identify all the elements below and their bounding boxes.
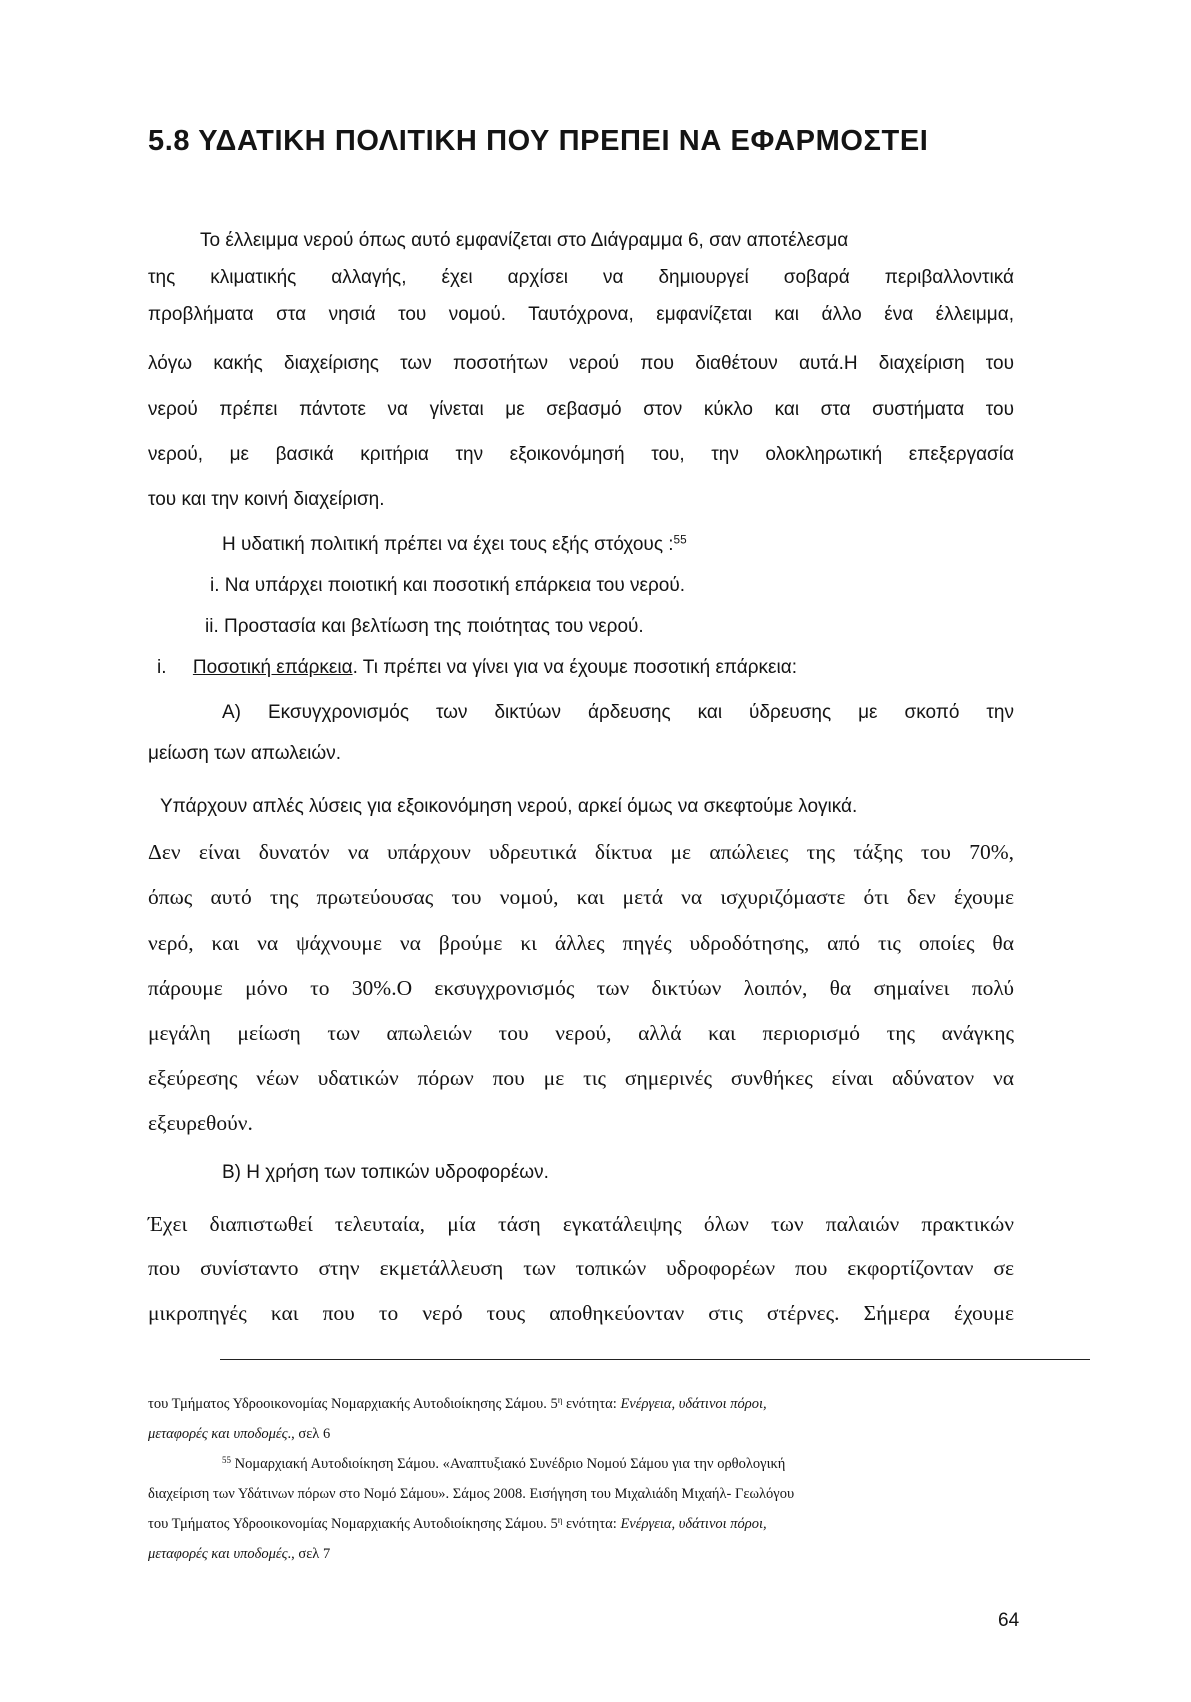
paragraph-line: εξευρεθούν.	[148, 1111, 253, 1135]
paragraph-line: του και την κοινή διαχείριση.	[148, 489, 385, 510]
footnote-text: ενότητα:	[562, 1516, 621, 1532]
point-a-line: μείωση των απωλειών.	[148, 743, 341, 764]
paragraph-line: όπως αυτό της πρωτεύουσας του νομού, και μετά να ισχυριζόμαστε ότι δεν έχουμε	[148, 885, 1014, 909]
footnote-55-line	[148, 1546, 330, 1563]
section-i-title: Ποσοτική επάρκεια	[192, 657, 353, 678]
paragraph-line: Δεν είναι δυνατόν να υπάρχουν υδρευτικά δίκτυα με απώλειες της τάξης του 70%,	[148, 840, 1014, 864]
footnote-text: Νομαρχιακή Αυτοδιοίκηση Σάμου. «Αναπτυξιακό Συνέδριο Νομού Σάμου για την ορθολογική	[230, 1456, 786, 1472]
footnote-text: του Τμήματος Υδροοικονομίας Νομαρχιακής Αυτοδιοίκησης Σάμου. 5	[148, 1516, 558, 1532]
goal-item	[210, 575, 685, 597]
paragraph-line: εξεύρεσης νέων υδατικών πόρων που με τις σημερινές συνθήκες είναι αδύνατον να	[148, 1066, 1014, 1090]
point-a-line: Α) Εκσυγχρονισμός των δικτύων άρδευσης και ύδρευσης με σκοπό την	[222, 702, 1014, 723]
paragraph-line: Το έλλειμμα νερού όπως αυτό εμφανίζεται στο Διάγραμμα 6, σαν αποτέλεσμα	[200, 230, 849, 251]
footnote-ref-55: 55	[673, 533, 687, 547]
paragraph-line: νερού, με βασικά κριτήρια την εξοικονόμησή του, την ολοκληρωτική επεξεργασία	[148, 444, 1014, 465]
section-i-text: . Τι πρέπει να γίνει για να έχουμε ποσοτική επάρκεια:	[352, 657, 798, 678]
footnote-number: 55	[222, 1455, 231, 1466]
paragraph-line: μεγάλη μείωση των απωλειών του νερού, αλλά και περιορισμό της ανάγκης	[148, 1021, 1014, 1045]
section-i-line	[157, 657, 797, 679]
footnote-italic: Ενέργεια, υδάτινοι πόροι,	[620, 1516, 767, 1532]
paragraph-line: λόγω κακής διαχείρισης των ποσοτήτων νερού που διαθέτουν αυτά.Η διαχείριση του	[148, 353, 1014, 374]
paragraph-line: νερό, και να ψάχνουμε να βρούμε κι άλλες πηγές υδροδότησης, από τις οποίες θα	[148, 931, 1014, 955]
goal-text: Να υπάρχει ποιοτική και ποσοτική επάρκεια του νερού.	[224, 575, 686, 596]
footnote-text: ., σελ 7	[287, 1546, 331, 1562]
paragraph-line: πάρουμε μόνο το 30%.Ο εκσυγχρονισμός των δικτύων λοιπόν, θα σημαίνει πολύ	[148, 976, 1014, 1000]
paragraph-line: Έχει διαπιστωθεί τελευταία, μία τάση εγκατάλειψης όλων των παλαιών πρακτικών	[148, 1212, 1014, 1236]
paragraph-line: προβλήματα στα νησιά του νομού. Ταυτόχρονα, εμφανίζεται και άλλο ένα έλλειμμα,	[148, 304, 1014, 325]
footnote-55-line	[148, 1516, 767, 1533]
section-heading: 5.8 ΥΔΑΤΙΚΗ ΠΟΛΙΤΙΚΗ ΠΟΥ ΠΡΕΠΕΙ ΝΑ ΕΦΑΡΜΟΣΤΕΙ	[148, 125, 929, 157]
footnote-text: ., σελ 6	[287, 1426, 331, 1442]
footnote-54-line	[148, 1396, 767, 1413]
footnote-sup: η	[557, 1515, 563, 1526]
footnote-text: του Τμήματος Υδροοικονομίας Νομαρχιακής Αυτοδιοίκησης Σάμου. 5	[148, 1396, 558, 1412]
section-i-number: i.	[157, 657, 167, 678]
paragraph-line: που συνίσταντο στην εκμετάλλευση των τοπικών υδροφορέων που εκφορτίζονταν σε	[148, 1256, 1014, 1280]
footnote-54-line	[148, 1426, 330, 1443]
goal-number: i.	[210, 575, 220, 596]
page-number: 64	[998, 1610, 1020, 1631]
goals-intro-text: Η υδατική πολιτική πρέπει να έχει τους εξής στόχους :	[222, 534, 674, 555]
footnote-italic: Ενέργεια, υδάτινοι πόροι,	[620, 1396, 767, 1412]
goal-number: ii.	[205, 616, 219, 637]
goals-intro	[222, 534, 687, 556]
footnote-italic: μεταφορές και υποδομές	[148, 1546, 288, 1562]
point-b-line: Β) Η χρήση των τοπικών υδροφορέων.	[222, 1162, 549, 1183]
goal-item	[205, 616, 644, 638]
goal-text: Προστασία και βελτίωση της ποιότητας του νερού.	[224, 616, 644, 637]
footnote-sup: η	[557, 1395, 563, 1406]
paragraph-line: νερού πρέπει πάντοτε να γίνεται με σεβασμό στον κύκλο και στα συστήματα του	[148, 399, 1014, 420]
footnote-55-line	[222, 1456, 785, 1473]
paragraph-line: Υπάρχουν απλές λύσεις για εξοικονόμηση νερού, αρκεί όμως να σκεφτούμε λογικά.	[160, 796, 858, 817]
footnote-divider	[220, 1359, 1090, 1360]
footnote-italic: μεταφορές και υποδομές	[148, 1426, 288, 1442]
footnote-55-line: διαχείριση των Υδάτινων πόρων στο Νομό Σάμου». Σάμος 2008. Εισήγηση του Μιχαλιάδη Μιχαήλ- Γεωλόγου	[148, 1486, 795, 1502]
paragraph-line: μικροπηγές και που το νερό τους αποθηκεύονταν στις στέρνες. Σήμερα έχουμε	[148, 1301, 1014, 1325]
paragraph-line: της κλιματικής αλλαγής, έχει αρχίσει να δημιουργεί σοβαρά περιβαλλοντικά	[148, 267, 1014, 288]
footnote-text: ενότητα:	[562, 1396, 621, 1412]
